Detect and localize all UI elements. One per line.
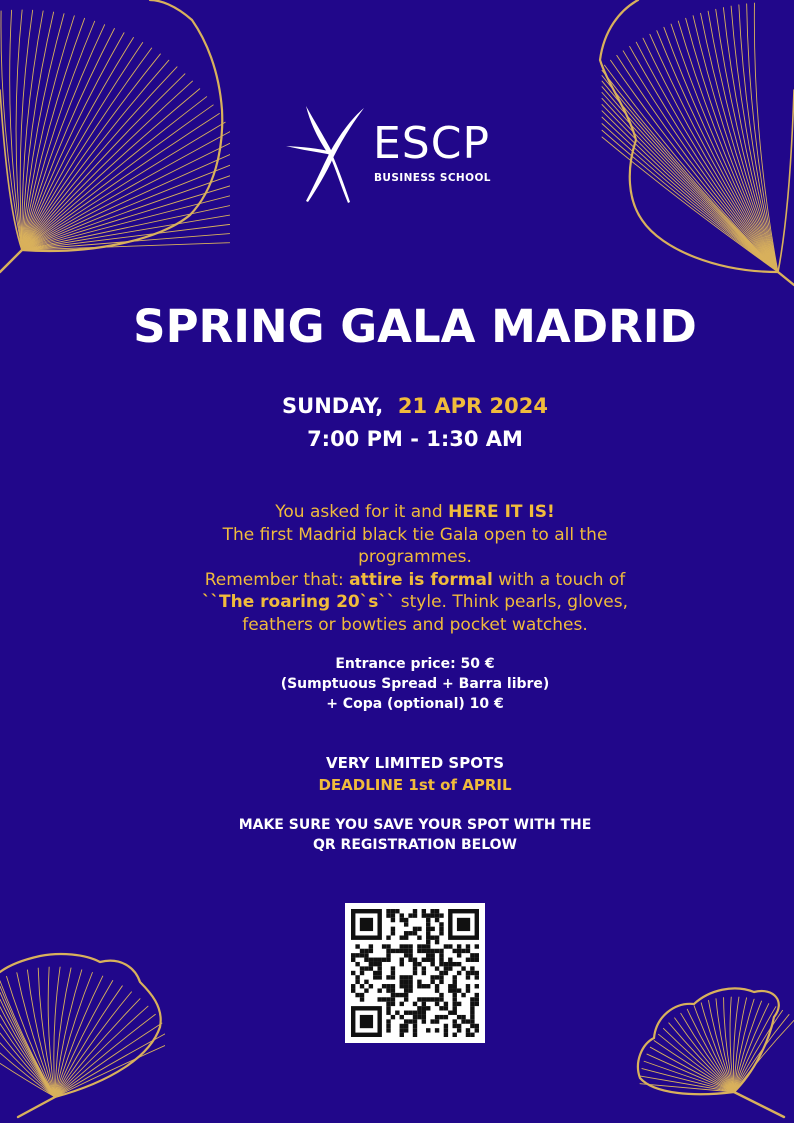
availability-block [0,752,794,796]
escp-star-logo-icon [286,104,368,204]
intro-text: with a touch of [492,569,626,590]
ginkgo-leaf-top-right-icon [598,0,794,290]
ginkgo-leaf-bottom-left-icon [0,952,165,1123]
price-extra: + Copa (optional) 10 € [326,696,504,712]
intro-text: The first Madrid black tie Gala open to all the programmes. [222,524,608,567]
ginkgo-leaf-bottom-right-icon [634,982,794,1123]
intro-highlight: ``The roaring 20`s`` [202,592,396,612]
event-date: 21 APR 2024 [397,394,548,418]
event-datetime [0,390,794,456]
entrance-price: Entrance price: 50 € [335,656,495,672]
intro-text: Remember that: [204,569,350,590]
intro-paragraph [170,501,660,636]
event-day: SUNDAY [282,394,376,418]
logo-name: ESCP [373,118,490,169]
intro-highlight: HERE IT IS! [448,502,555,522]
event-title: SPRING GALA MADRID [133,300,697,353]
event-time: 7:00 PM - 1:30 AM [307,427,523,451]
cta-line-2: QR REGISTRATION BELOW [312,837,517,853]
qr-code-icon[interactable] [345,903,485,1043]
limited-spots: VERY LIMITED SPOTS [325,754,505,772]
cta-line-1: MAKE SURE YOU SAVE YOUR SPOT WITH THE [238,817,592,833]
intro-highlight: attire is formal [349,569,493,590]
deadline: DEADLINE 1st of APRIL [318,776,512,794]
logo-subtitle: BUSINESS SCHOOL [374,172,491,184]
price-includes: (Sumptuous Spread + Barra libre) [280,676,550,692]
event-date-line: SUNDAY, 21 APR 2024 [282,394,548,418]
registration-cta [0,815,794,855]
intro-text: style. Think pearls, gloves, feathers or bowties and pocket watches. [242,592,628,635]
intro-text: You asked for it and [275,502,449,522]
ginkgo-leaf-top-left-icon [0,0,230,275]
pricing-block [0,654,794,714]
escp-logo [286,104,516,204]
